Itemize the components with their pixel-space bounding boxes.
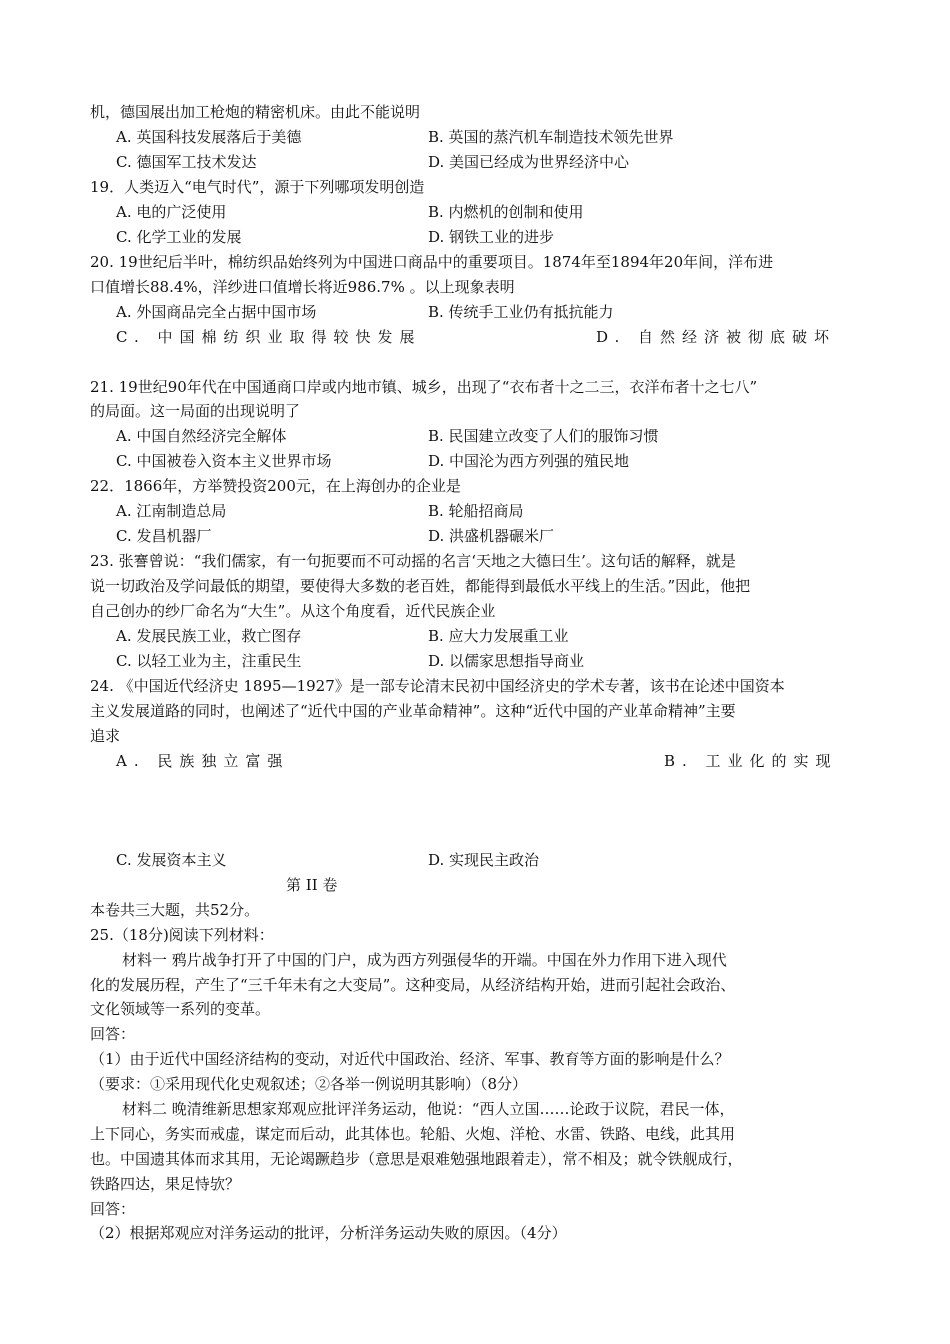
q24-option-d: D. 实现民主政治 — [428, 851, 540, 869]
q18-stem-line: 机，德国展出加工枪炮的精密机床。由此不能说明 — [90, 103, 421, 121]
q18-option-d: D. 美国已经成为世界经济中心 — [428, 153, 630, 171]
q23-stem-line-1: 23. 张謇曾说：“我们儒家，有一句扼要而不可动摇的名言‘天地之大德曰生’。这句话的解释，就是 — [90, 552, 736, 570]
q19-option-c: C. 化学工业的发展 — [116, 228, 242, 246]
q25-part-2: （2）根据郑观应对洋务运动的批评，分析洋务运动失败的原因。（4分） — [90, 1224, 567, 1242]
material-two-line-1: 材料二 晚清维新思想家郑观应批评洋务运动，他说：“西人立国……论政于议院，君民一体， — [122, 1100, 735, 1118]
answer-label-1: 回答： — [90, 1025, 136, 1043]
answer-label-2: 回答： — [90, 1200, 136, 1218]
q18-option-c: C. 德国军工技术发达 — [116, 153, 257, 171]
material-two-line-4: 铁路四达，果足恃欤？ — [90, 1175, 241, 1193]
q23-option-a: A. 发展民族工业，救亡图存 — [116, 627, 302, 645]
q21-option-d: D. 中国沦为西方列强的殖民地 — [428, 452, 630, 470]
section-heading: 第 II 卷 — [286, 876, 338, 894]
q21-option-b: B. 民国建立改变了人们的服饰习惯 — [428, 427, 659, 445]
q18-option-a: A. 英国科技发展落后于美德 — [116, 128, 302, 146]
material-two-line-3: 也。中国遗其体而求其用，无论竭蹶趋步（意思是艰难勉强地跟着走），常不相及；就令铁舰成行， — [90, 1150, 743, 1168]
material-one-line-2: 化的发展历程，产生了“三千年未有之大变局”。这种变局，从经济结构开始，进而引起社会政治、 — [90, 976, 736, 994]
q24-option-b: B. 工业化的实现 — [664, 752, 838, 770]
section-intro: 本卷共三大题，共52分。 — [90, 901, 260, 919]
q24-stem-line-1: 24. 《中国近代经济史 1895—1927》是一部专论清末民初中国经济史的学术专著，该书在论述中国资本 — [90, 677, 785, 695]
q25-heading: 25.（18分)阅读下列材料： — [90, 926, 274, 944]
q19-stem: 19．人类迈入“电气时代”，源于下列哪项发明创造 — [90, 178, 425, 196]
q21-stem-line-1: 21. 19世纪90年代在中国通商口岸或内地市镇、城乡，出现了“衣布者十之二三，衣洋布者十之七八” — [90, 378, 758, 396]
q24-stem-line-3: 追求 — [90, 727, 121, 745]
q21-stem-line-2: 的局面。这一局面的出现说明了 — [90, 402, 301, 420]
q24-option-c: C. 发展资本主义 — [116, 851, 227, 869]
material-one-line-3: 文化领域等一系列的变革。 — [90, 1000, 271, 1018]
q20-stem-line-2: 口值增长88.4%，洋纱进口值增长将近986.7% 。以上现象表明 — [90, 278, 515, 296]
q23-option-b: B. 应大力发展重工业 — [428, 627, 569, 645]
q22-option-c: C. 发昌机器厂 — [116, 527, 212, 545]
q22-option-b: B. 轮船招商局 — [428, 502, 524, 520]
q24-stem-line-2: 主义发展道路的同时，也阐述了“近代中国的产业革命精神”。这种“近代中国的产业革命精神”主要 — [90, 702, 736, 720]
q23-option-c: C. 以轻工业为主，注重民生 — [116, 652, 302, 670]
q21-option-c: C. 中国被卷入资本主义世界市场 — [116, 452, 332, 470]
q23-option-d: D. 以儒家思想指导商业 — [428, 652, 585, 670]
q23-stem-line-2: 说一切政治及学问最低的期望，要使得大多数的老百姓，都能得到最低水平线上的生活。”因此，他把 — [90, 577, 751, 595]
material-one-line-1: 材料一 鸦片战争打开了中国的门户，成为西方列强侵华的开端。中国在外力作用下进入现代 — [122, 951, 727, 969]
q25-part-1-line-1: （1）由于近代中国经济结构的变动，对近代中国政治、经济、军事、教育等方面的影响是什么？ — [90, 1050, 730, 1068]
q22-stem: 22．1866年，方举赞投资200元，在上海创办的企业是 — [90, 477, 461, 495]
q18-option-b: B. 英国的蒸汽机车制造技术领先世界 — [428, 128, 674, 146]
q20-option-d: D. 自然经济被彻底破坏 — [596, 328, 837, 346]
q20-option-a: A. 外国商品完全占据中国市场 — [116, 303, 317, 321]
q20-stem-line-1: 20. 19世纪后半叶，棉纺织品始终列为中国进口商品中的重要项目。1874年至1894年20年间，洋布进 — [90, 253, 774, 271]
q19-option-b: B. 内燃机的创制和使用 — [428, 203, 584, 221]
q19-option-a: A. 电的广泛使用 — [116, 203, 227, 221]
material-two-line-2: 上下同心，务实而戒虚，谋定而后动，此其体也。轮船、火炮、洋枪、水雷、铁路、电线，此其用 — [90, 1125, 736, 1143]
q23-stem-line-3: 自己创办的纱厂命名为“大生”。从这个角度看，近代民族企业 — [90, 602, 496, 620]
q25-part-1-line-2: （要求：①采用现代化史观叙述；②各举一例说明其影响）（8分） — [90, 1075, 528, 1093]
q19-option-d: D. 钢铁工业的进步 — [428, 228, 555, 246]
q20-option-c: C. 中国棉纺织业取得较快发展 — [116, 328, 422, 346]
q24-option-a: A. 民族独立富强 — [116, 752, 290, 770]
q20-option-b: B. 传统手工业仍有抵抗能力 — [428, 303, 614, 321]
q22-option-a: A. 江南制造总局 — [116, 502, 227, 520]
q22-option-d: D. 洪盛机器碾米厂 — [428, 527, 555, 545]
q21-option-a: A. 中国自然经济完全解体 — [116, 427, 287, 445]
